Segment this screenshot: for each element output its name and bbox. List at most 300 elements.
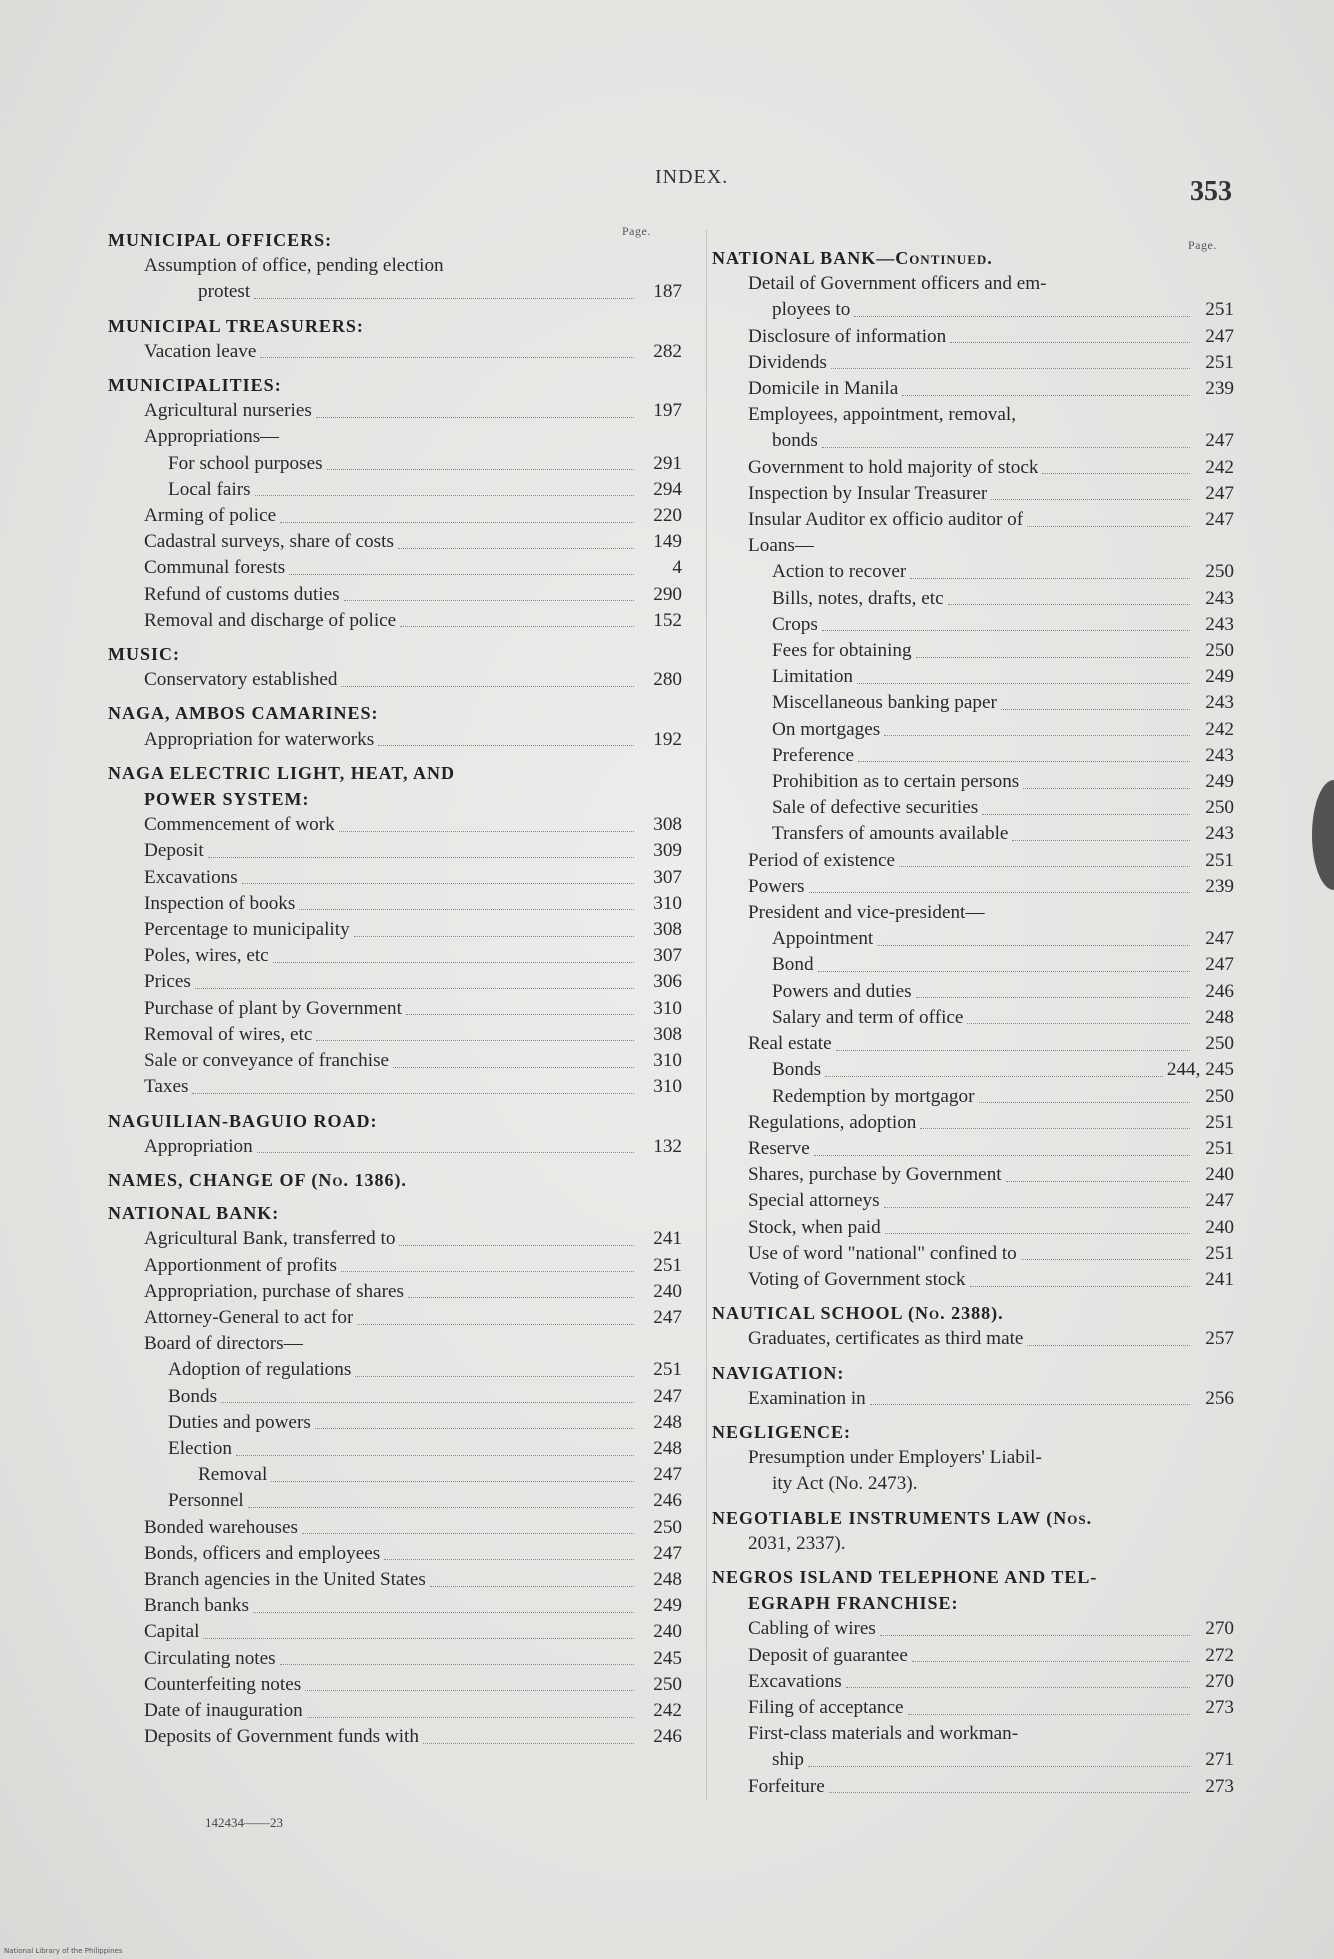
entry-text: Appointment xyxy=(772,928,874,950)
index-entry xyxy=(712,612,1234,638)
entry-page-number: 187 xyxy=(653,281,682,303)
entry-page-number: 246 xyxy=(653,1490,682,1512)
index-entry xyxy=(108,1048,682,1074)
index-entry xyxy=(712,769,1234,795)
entry-page-number: 310 xyxy=(653,1050,682,1072)
index-entry xyxy=(108,865,682,891)
dot-leader xyxy=(908,1714,1190,1715)
entry-text: Detail of Government officers and em- xyxy=(748,273,1047,295)
dot-leader xyxy=(242,883,634,884)
index-heading xyxy=(108,1167,682,1193)
entry-text: NATIONAL BANK—Continued. xyxy=(712,248,993,268)
dot-leader xyxy=(339,831,634,832)
index-entry xyxy=(712,1643,1234,1669)
dot-leader xyxy=(254,298,634,299)
entry-text: Adoption of regulations xyxy=(168,1359,352,1381)
index-entry xyxy=(108,1672,682,1698)
entry-text: EGRAPH FRANCHISE: xyxy=(748,1593,959,1614)
entry-page-number: 310 xyxy=(653,1076,682,1098)
entry-text: Presumption under Employers' Liabil- xyxy=(748,1447,1042,1469)
dot-leader xyxy=(307,1717,634,1718)
entry-page-number: 246 xyxy=(1205,980,1234,1002)
index-entry xyxy=(712,428,1234,454)
entry-text: Crops xyxy=(772,613,818,635)
entry-page-number: 294 xyxy=(653,478,682,500)
entry-page-number: 250 xyxy=(1205,1033,1234,1055)
entry-text: Assumption of office, pending election xyxy=(144,255,444,277)
index-entry xyxy=(712,481,1234,507)
entry-text: Excavations xyxy=(748,1670,842,1692)
dot-leader xyxy=(877,945,1190,946)
index-entry xyxy=(108,1593,682,1619)
dot-leader xyxy=(378,745,634,746)
entry-text: Limitation xyxy=(772,666,854,688)
entry-text: ity Act (No. 2473). xyxy=(772,1473,918,1495)
entry-text: Removal xyxy=(198,1464,268,1486)
index-entry xyxy=(712,559,1234,585)
index-entry xyxy=(108,969,682,995)
index-entry xyxy=(712,664,1234,690)
entry-text: NEGROS ISLAND TELEPHONE AND TEL- xyxy=(712,1566,1098,1587)
dot-leader xyxy=(1001,709,1190,710)
entry-text: Use of word "national" confined to xyxy=(748,1242,1017,1264)
archive-caption: National Library of the Philippines xyxy=(4,1947,123,1955)
dot-leader xyxy=(920,1128,1190,1129)
entry-text: Prohibition as to certain persons xyxy=(772,771,1020,793)
index-entry xyxy=(712,1241,1234,1267)
entry-page-number: 310 xyxy=(653,997,682,1019)
dot-leader xyxy=(991,499,1190,500)
entry-page-number: 251 xyxy=(1205,299,1234,321)
index-entry xyxy=(108,529,682,555)
dot-leader xyxy=(315,1428,634,1429)
entry-page-number: 247 xyxy=(1205,482,1234,504)
index-entry xyxy=(712,690,1234,716)
index-entry xyxy=(108,917,682,943)
dot-leader xyxy=(273,962,634,963)
entry-text: Removal and discharge of police xyxy=(144,609,397,631)
entry-text: Shares, purchase by Government xyxy=(748,1164,1002,1186)
entry-text: Reserve xyxy=(748,1137,810,1159)
entry-text: Board of directors— xyxy=(144,1333,303,1355)
index-entry xyxy=(712,1721,1234,1747)
entry-text: ship xyxy=(772,1749,804,1771)
entry-text: Period of existence xyxy=(748,849,896,871)
index-entry xyxy=(108,996,682,1022)
entry-text: Agricultural Bank, transferred to xyxy=(144,1228,396,1250)
entry-page-number: 247 xyxy=(1205,509,1234,531)
entry-page-number: 250 xyxy=(1205,1085,1234,1107)
dot-leader xyxy=(357,1324,634,1325)
entry-text: NAUTICAL SCHOOL (No. 2388). xyxy=(712,1303,1004,1324)
dot-leader xyxy=(982,814,1190,815)
entry-page-number: 250 xyxy=(1205,797,1234,819)
dot-leader xyxy=(257,1152,634,1153)
index-entry xyxy=(108,1074,682,1100)
entry-text: Branch banks xyxy=(144,1595,249,1617)
index-entry xyxy=(712,297,1234,323)
index-heading xyxy=(108,313,682,339)
entry-text: Local fairs xyxy=(168,478,251,500)
entry-text: Deposits of Government funds with xyxy=(144,1726,419,1748)
entry-page-number: 240 xyxy=(653,1621,682,1643)
entry-page-number: 220 xyxy=(653,505,682,527)
dot-leader xyxy=(253,1612,634,1613)
index-entry xyxy=(712,979,1234,1005)
index-entry xyxy=(108,1226,682,1252)
dot-leader xyxy=(884,735,1190,736)
index-heading xyxy=(712,245,1234,271)
index-entry xyxy=(108,812,682,838)
entry-page-number: 247 xyxy=(1205,430,1234,452)
entry-text: Cadastral surveys, share of costs xyxy=(144,531,394,553)
entry-text: Conservatory established xyxy=(144,669,338,691)
index-entry xyxy=(712,1136,1234,1162)
entry-text: Government to hold majority of stock xyxy=(748,456,1039,478)
entry-text: Duties and powers xyxy=(168,1411,311,1433)
page-title: INDEX. xyxy=(655,166,729,188)
entry-text: Bonds, officers and employees xyxy=(144,1542,381,1564)
entry-page-number: 242 xyxy=(653,1699,682,1721)
entry-text: NEGOTIABLE INSTRUMENTS LAW (Nos. xyxy=(712,1507,1093,1528)
entry-text: Poles, wires, etc xyxy=(144,945,269,967)
dot-leader xyxy=(203,1638,634,1639)
index-entry xyxy=(108,503,682,529)
entry-text: Appropriation, purchase of shares xyxy=(144,1280,405,1302)
dot-leader xyxy=(880,1635,1190,1636)
entry-text: Personnel xyxy=(168,1490,244,1512)
entry-text: Stock, when paid xyxy=(748,1216,881,1238)
entry-text: Election xyxy=(168,1437,232,1459)
entry-text: NATIONAL BANK: xyxy=(108,1203,280,1224)
entry-text: NAGUILIAN-BAGUIO ROAD: xyxy=(108,1110,378,1131)
entry-page-number: 241 xyxy=(653,1228,682,1250)
index-entry xyxy=(712,586,1234,612)
page-number: 353 xyxy=(1190,176,1232,207)
dot-leader xyxy=(355,1376,634,1377)
entry-text: Appropriation for waterworks xyxy=(144,728,375,750)
dot-leader xyxy=(854,316,1190,317)
entry-page-number: 247 xyxy=(1205,1190,1234,1212)
dot-leader xyxy=(818,971,1190,972)
index-heading xyxy=(108,1108,682,1134)
index-entry xyxy=(108,1305,682,1331)
index-entry xyxy=(712,952,1234,978)
index-entry xyxy=(712,795,1234,821)
entry-page-number: 270 xyxy=(1205,1618,1234,1640)
index-heading xyxy=(712,1590,1234,1616)
entry-text: Sale of defective securities xyxy=(772,797,979,819)
dot-leader xyxy=(423,1743,634,1744)
entry-text: Salary and term of office xyxy=(772,1006,964,1028)
entry-page-number: 247 xyxy=(1205,954,1234,976)
index-entry xyxy=(712,821,1234,847)
entry-text: Insular Auditor ex officio auditor of xyxy=(748,509,1024,531)
index-entry xyxy=(108,582,682,608)
entry-page-number: 309 xyxy=(653,840,682,862)
entry-page-number: 306 xyxy=(653,971,682,993)
index-entry xyxy=(108,253,682,279)
entry-page-number: 243 xyxy=(1205,823,1234,845)
entry-page-number: 250 xyxy=(653,1673,682,1695)
index-heading xyxy=(712,1564,1234,1590)
dot-leader xyxy=(255,495,634,496)
entry-text: Miscellaneous banking paper xyxy=(772,692,997,714)
entry-text: Powers xyxy=(748,875,805,897)
entry-page-number: 247 xyxy=(653,1542,682,1564)
entry-page-number: 243 xyxy=(1205,613,1234,635)
entry-page-number: 247 xyxy=(653,1306,682,1328)
entry-text: Prices xyxy=(144,971,191,993)
entry-page-number: 273 xyxy=(1205,1775,1234,1797)
entry-text: Commencement of work xyxy=(144,814,335,836)
entry-page-number: 256 xyxy=(1205,1387,1234,1409)
index-entry xyxy=(108,1279,682,1305)
dot-leader xyxy=(221,1402,634,1403)
index-heading xyxy=(108,641,682,667)
dot-leader xyxy=(316,417,634,418)
index-entry xyxy=(108,1724,682,1750)
dot-leader xyxy=(885,1233,1190,1234)
index-entry xyxy=(108,608,682,634)
entry-page-number: 280 xyxy=(653,669,682,691)
entry-page-number: 247 xyxy=(653,1464,682,1486)
dot-leader xyxy=(208,857,634,858)
dot-leader xyxy=(899,866,1190,867)
entry-page-number: 251 xyxy=(1205,1111,1234,1133)
index-entry xyxy=(712,324,1234,350)
dot-leader xyxy=(398,548,634,549)
entry-text: Cabling of wires xyxy=(748,1618,876,1640)
index-entry xyxy=(712,1188,1234,1214)
entry-text: 2031, 2337). xyxy=(748,1532,846,1554)
entry-text: MUSIC: xyxy=(108,644,180,665)
index-entry xyxy=(108,1384,682,1410)
dot-leader xyxy=(836,1050,1190,1051)
entry-text: Action to recover xyxy=(772,561,907,583)
entry-text: Counterfeiting notes xyxy=(144,1673,302,1695)
entry-text: ployees to xyxy=(772,299,851,321)
dot-leader xyxy=(327,469,634,470)
entry-page-number: 247 xyxy=(1205,325,1234,347)
index-entry xyxy=(108,667,682,693)
index-entry xyxy=(712,1747,1234,1773)
index-entry xyxy=(712,1057,1234,1083)
dot-leader xyxy=(260,357,634,358)
entry-text: On mortgages xyxy=(772,718,881,740)
dot-leader xyxy=(809,892,1191,893)
index-entry xyxy=(712,874,1234,900)
index-heading xyxy=(712,1505,1234,1531)
entry-text: Inspection by Insular Treasurer xyxy=(748,482,988,504)
index-entry xyxy=(108,1331,682,1357)
index-heading xyxy=(712,1300,1234,1326)
entry-text: Appropriations— xyxy=(144,426,280,448)
index-entry xyxy=(108,1488,682,1514)
entry-page-number: 248 xyxy=(1205,1006,1234,1028)
index-entry xyxy=(712,455,1234,481)
entry-text: Inspection of books xyxy=(144,892,296,914)
entry-text: Apportionment of profits xyxy=(144,1254,337,1276)
index-entry xyxy=(712,350,1234,376)
entry-text: Fees for obtaining xyxy=(772,640,912,662)
entry-page-number: 270 xyxy=(1205,1670,1234,1692)
entry-page-number: 272 xyxy=(1205,1644,1234,1666)
index-entry xyxy=(712,376,1234,402)
right-page-column-label: Page. xyxy=(1188,238,1217,252)
index-entry xyxy=(712,271,1234,297)
index-entry xyxy=(712,533,1234,559)
index-entry xyxy=(108,943,682,969)
index-entry xyxy=(712,1031,1234,1057)
index-entry xyxy=(108,1410,682,1436)
entry-text: Loans— xyxy=(748,535,815,557)
dot-leader xyxy=(280,522,634,523)
index-entry xyxy=(108,838,682,864)
entry-text: Circulating notes xyxy=(144,1647,276,1669)
entry-text: MUNICIPALITIES: xyxy=(108,375,282,396)
entry-page-number: 251 xyxy=(1205,1242,1234,1264)
entry-page-number: 239 xyxy=(1205,378,1234,400)
dot-leader xyxy=(831,368,1190,369)
index-entry xyxy=(108,1436,682,1462)
index-entry xyxy=(108,451,682,477)
entry-text: NEGLIGENCE: xyxy=(712,1421,852,1442)
entry-text: Capital xyxy=(144,1621,200,1643)
entry-text: Agricultural nurseries xyxy=(144,400,312,422)
index-entry xyxy=(712,743,1234,769)
entry-text: Forfeiture xyxy=(748,1775,825,1797)
index-heading xyxy=(108,1200,682,1226)
entry-text: Real estate xyxy=(748,1033,832,1055)
entry-page-number: 249 xyxy=(1205,771,1234,793)
dot-leader xyxy=(248,1507,634,1508)
entry-text: Bonded warehouses xyxy=(144,1516,298,1538)
entry-page-number: 307 xyxy=(653,945,682,967)
entry-page-number: 291 xyxy=(653,452,682,474)
index-entry xyxy=(108,727,682,753)
entry-text: Sale or conveyance of franchise xyxy=(144,1050,390,1072)
index-entry xyxy=(108,555,682,581)
entry-text: Powers and duties xyxy=(772,980,912,1002)
entry-page-number: 240 xyxy=(1205,1164,1234,1186)
index-entry xyxy=(108,1567,682,1593)
entry-text: Purchase of plant by Government xyxy=(144,997,402,1019)
left-page-column-label: Page. xyxy=(622,224,651,238)
entry-text: Vacation leave xyxy=(144,340,257,362)
dot-leader xyxy=(857,683,1190,684)
index-entry xyxy=(712,1005,1234,1031)
dot-leader xyxy=(902,395,1190,396)
entry-text: For school purposes xyxy=(168,452,323,474)
index-heading xyxy=(712,1419,1234,1445)
dot-leader xyxy=(912,1661,1190,1662)
index-entry xyxy=(712,1162,1234,1188)
index-heading xyxy=(108,227,682,253)
index-entry xyxy=(712,1267,1234,1293)
dot-leader xyxy=(344,600,634,601)
dot-leader xyxy=(846,1687,1190,1688)
dot-leader xyxy=(384,1559,634,1560)
entry-text: NAGA, AMBOS CAMARINES: xyxy=(108,703,379,724)
entry-text: Employees, appointment, removal, xyxy=(748,404,1017,426)
entry-text: Date of inauguration xyxy=(144,1699,303,1721)
entry-page-number: 242 xyxy=(1205,456,1234,478)
entry-text: Examination in xyxy=(748,1387,866,1409)
index-entry xyxy=(108,339,682,365)
index-entry xyxy=(712,1616,1234,1642)
entry-text: Percentage to municipality xyxy=(144,919,350,941)
entry-page-number: 308 xyxy=(653,919,682,941)
entry-text: Redemption by mortgagor xyxy=(772,1085,975,1107)
index-entry xyxy=(712,1669,1234,1695)
entry-page-number: 241 xyxy=(1205,1268,1234,1290)
index-entry xyxy=(108,1022,682,1048)
dot-leader xyxy=(822,447,1190,448)
dot-leader xyxy=(979,1102,1191,1103)
dot-leader xyxy=(302,1533,634,1534)
index-entry xyxy=(712,1531,1234,1557)
entry-page-number: 282 xyxy=(653,340,682,362)
entry-text: protest xyxy=(198,281,251,303)
entry-page-number: 247 xyxy=(653,1385,682,1407)
column-divider xyxy=(706,230,707,1800)
entry-text: MUNICIPAL OFFICERS: xyxy=(108,230,333,250)
entry-page-number: 307 xyxy=(653,866,682,888)
dot-leader xyxy=(399,1245,634,1246)
index-entry xyxy=(108,1698,682,1724)
entry-page-number: 248 xyxy=(653,1411,682,1433)
index-heading xyxy=(108,372,682,398)
index-entry xyxy=(712,1774,1234,1800)
index-entry xyxy=(712,507,1234,533)
dot-leader xyxy=(870,1404,1190,1405)
printer-signature-mark: 142434——23 xyxy=(205,1815,283,1830)
entry-page-number: 192 xyxy=(653,728,682,750)
index-entry xyxy=(712,1215,1234,1241)
entry-text: Attorney-General to act for xyxy=(144,1306,354,1328)
index-entry xyxy=(712,848,1234,874)
entry-text: Dividends xyxy=(748,351,827,373)
entry-page-number: 239 xyxy=(1205,875,1234,897)
index-heading xyxy=(108,786,682,812)
entry-text: First-class materials and workman- xyxy=(748,1723,1019,1745)
entry-page-number: 243 xyxy=(1205,587,1234,609)
entry-page-number: 152 xyxy=(653,609,682,631)
index-entry xyxy=(712,717,1234,743)
index-entry xyxy=(108,891,682,917)
entry-text: Refund of customs duties xyxy=(144,583,340,605)
index-entry xyxy=(108,1646,682,1672)
entry-text: NAMES, CHANGE OF (No. 1386). xyxy=(108,1169,407,1190)
entry-page-number: 249 xyxy=(1205,666,1234,688)
dot-leader xyxy=(808,1766,1190,1767)
entry-text: POWER SYSTEM: xyxy=(144,789,310,810)
index-entry xyxy=(108,477,682,503)
index-entry xyxy=(712,926,1234,952)
dot-leader xyxy=(916,657,1190,658)
entry-page-number: 247 xyxy=(1205,928,1234,950)
entry-page-number: 257 xyxy=(1205,1328,1234,1350)
entry-page-number: 251 xyxy=(653,1254,682,1276)
dot-leader xyxy=(408,1297,634,1298)
dot-leader xyxy=(1023,788,1190,789)
index-entry xyxy=(712,638,1234,664)
dot-leader xyxy=(884,1207,1190,1208)
entry-text: MUNICIPAL TREASURERS: xyxy=(108,315,364,336)
dot-leader xyxy=(192,1093,634,1094)
entry-page-number: 273 xyxy=(1205,1696,1234,1718)
